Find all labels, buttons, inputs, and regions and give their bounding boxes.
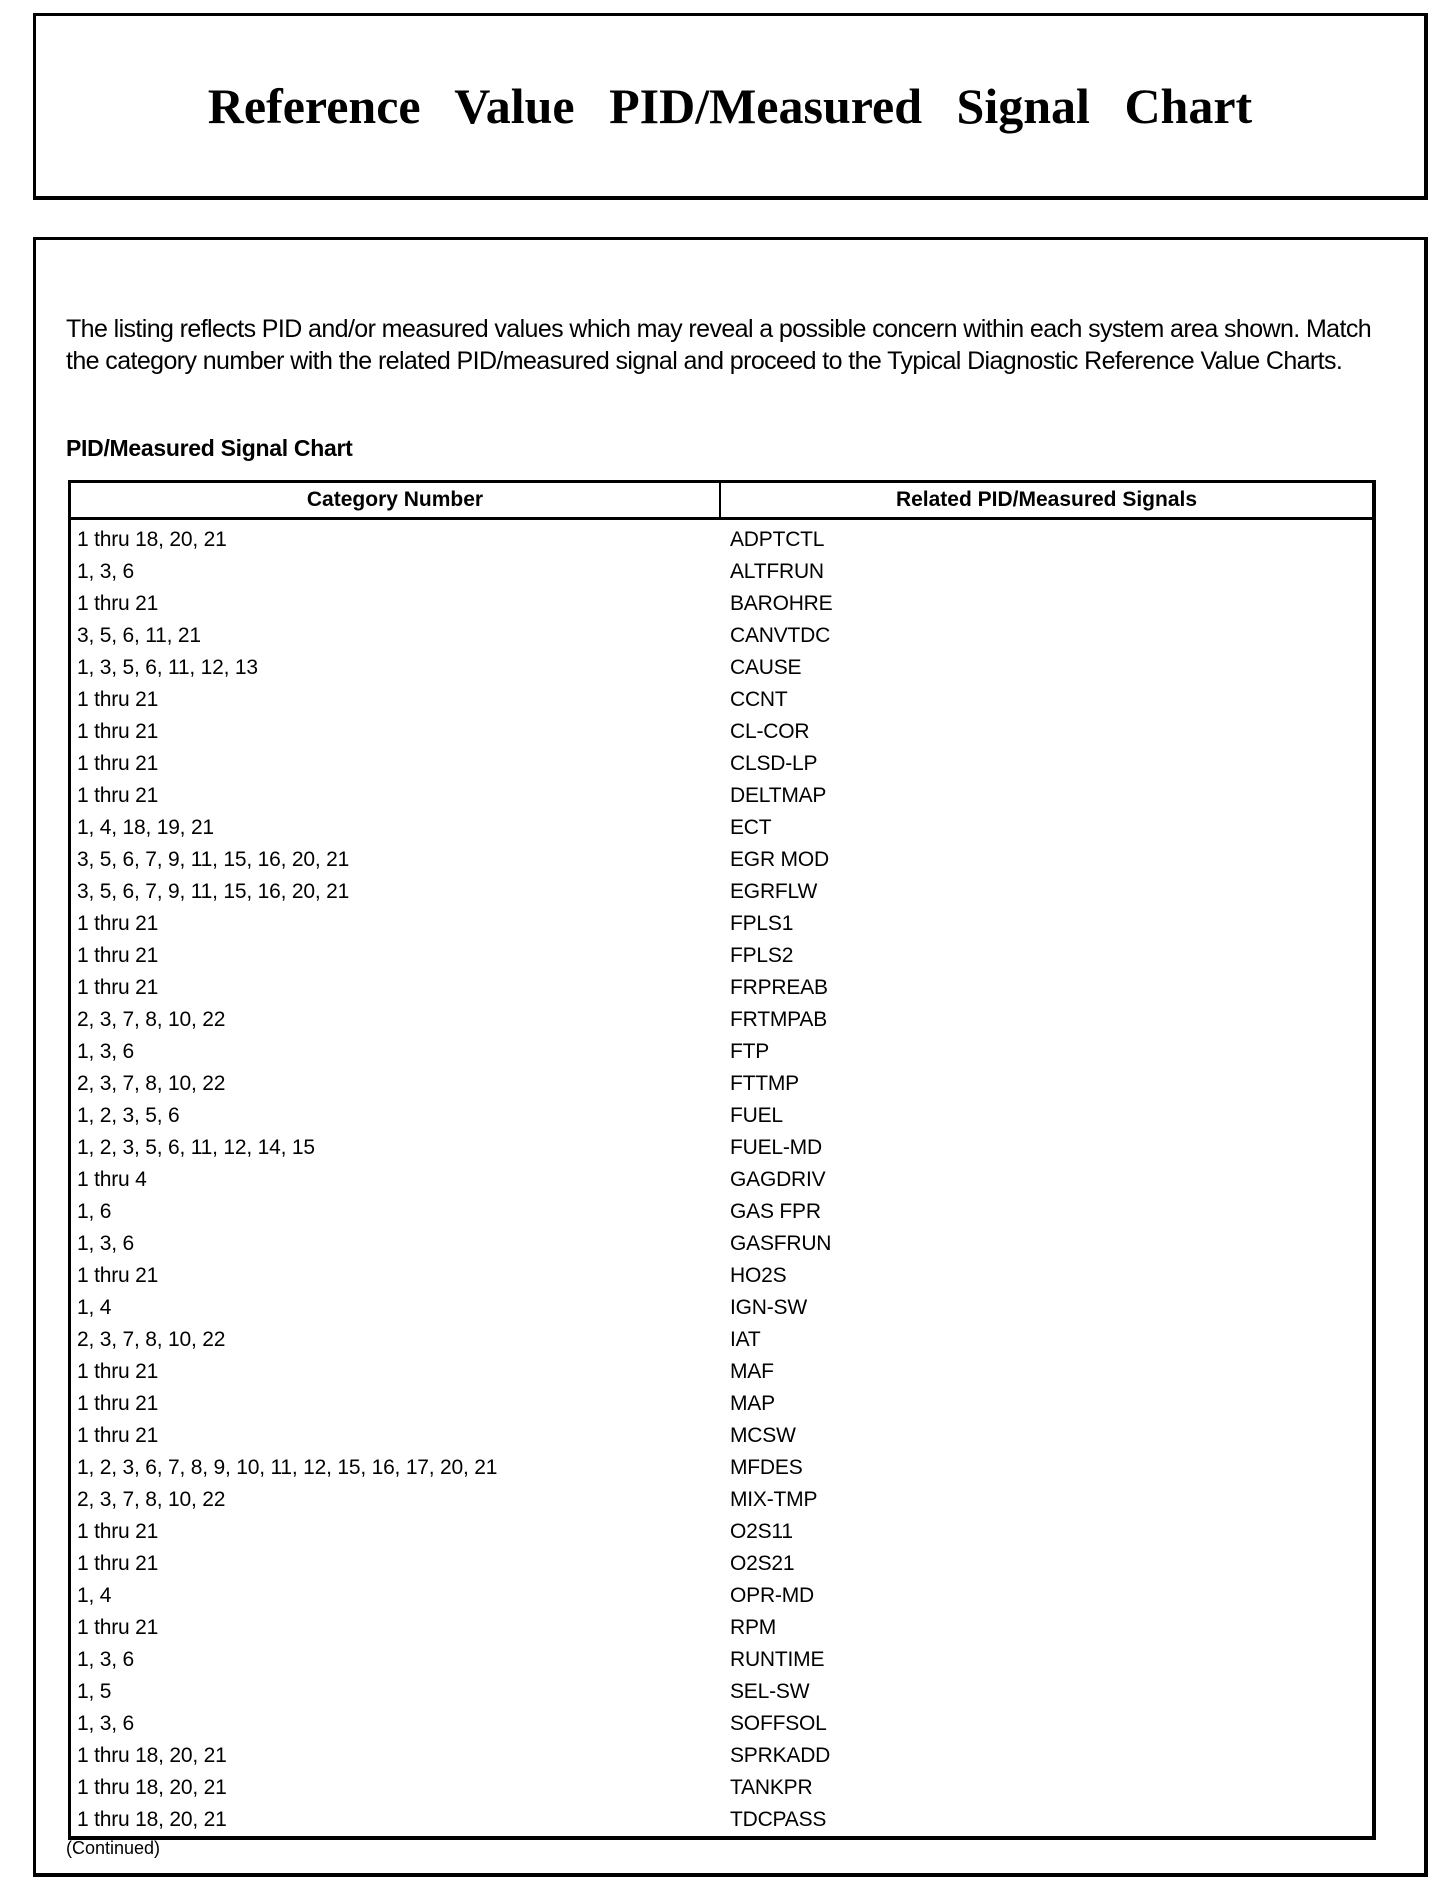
table-row: [70, 812, 1375, 844]
category-cell: 1 thru 21: [77, 976, 159, 999]
signal-cell: SPRKADD: [730, 1744, 831, 1767]
column-header-category: Category Number: [70, 482, 721, 519]
signal-cell: TDCPASS: [730, 1808, 827, 1831]
table-row: [70, 716, 1375, 748]
table-row: [70, 588, 1375, 620]
table-title: PID/Measured Signal Chart: [66, 435, 353, 461]
signal-cell: EGRFLW: [730, 880, 818, 903]
table-row: [70, 748, 1375, 780]
category-cell: 1, 2, 3, 6, 7, 8, 9, 10, 11, 12, 15, 16, 17, 20, 21: [77, 1456, 498, 1479]
category-cell: 1 thru 21: [77, 1424, 159, 1447]
table-header-row: [70, 482, 1375, 519]
table-row: [70, 1420, 1375, 1452]
table-row: [70, 1164, 1375, 1196]
table-row: [70, 972, 1375, 1004]
table-row: [70, 1324, 1375, 1356]
table-row: [70, 1452, 1375, 1484]
category-cell: 1 thru 21: [77, 784, 159, 807]
category-cell: 1, 3, 6: [77, 1648, 134, 1671]
table-row: [70, 1388, 1375, 1420]
signal-cell: FTTMP: [730, 1072, 799, 1095]
continued-note: (Continued): [66, 1838, 161, 1858]
signal-cell: CCNT: [730, 688, 788, 711]
category-cell: 3, 5, 6, 11, 21: [77, 624, 201, 647]
category-cell: 1, 4: [77, 1584, 112, 1607]
column-header-signals: Related PID/Measured Signals: [720, 482, 1374, 519]
category-cell: 1 thru 21: [77, 1520, 159, 1543]
category-cell: 1, 6: [77, 1200, 112, 1223]
category-cell: 1, 3, 5, 6, 11, 12, 13: [77, 656, 258, 679]
signal-cell: FTP: [730, 1040, 770, 1063]
table-row: [70, 1036, 1375, 1068]
table-row: [70, 1516, 1375, 1548]
title-box: [33, 13, 1428, 200]
page-title: Reference Value PID/Measured Signal Chart: [207, 78, 1253, 134]
category-cell: 1 thru 21: [77, 1552, 159, 1575]
signal-cell: CAUSE: [730, 656, 802, 679]
table-row: [70, 1644, 1375, 1676]
category-cell: 1, 3, 6: [77, 560, 134, 583]
signal-cell: FUEL: [730, 1104, 783, 1127]
signal-cell: CLSD-LP: [730, 752, 818, 775]
category-cell: 1, 2, 3, 5, 6, 11, 12, 14, 15: [77, 1136, 315, 1159]
signal-cell: FRTMPAB: [730, 1008, 827, 1031]
category-cell: 1 thru 21: [77, 688, 159, 711]
signal-cell: HO2S: [730, 1264, 787, 1287]
category-cell: 3, 5, 6, 7, 9, 11, 15, 16, 20, 21: [77, 880, 350, 903]
content-box: [33, 237, 1428, 1877]
signal-cell: FRPREAB: [730, 976, 828, 999]
signal-cell: TANKPR: [730, 1776, 813, 1799]
category-cell: 1 thru 21: [77, 592, 159, 615]
table-row: [70, 620, 1375, 652]
signal-cell: IAT: [730, 1328, 761, 1351]
table-row: [70, 1068, 1375, 1100]
signal-cell: IGN-SW: [730, 1296, 807, 1319]
signal-cell: RPM: [730, 1616, 777, 1639]
table-row: [70, 844, 1375, 876]
signal-cell: O2S21: [730, 1552, 795, 1575]
table-row: [70, 940, 1375, 972]
signal-cell: MFDES: [730, 1456, 803, 1479]
table-row: [70, 1612, 1375, 1644]
table-row: [70, 1740, 1375, 1772]
table-row: [70, 1260, 1375, 1292]
table-row: [70, 1548, 1375, 1580]
table-row: [70, 652, 1375, 684]
category-cell: 1 thru 21: [77, 1392, 159, 1415]
category-cell: 1 thru 21: [77, 1264, 159, 1287]
category-cell: 2, 3, 7, 8, 10, 22: [77, 1072, 226, 1095]
intro-paragraph: The listing reflects PID and/or measured values which may reveal a possible concern within each system area shown. Match the category number with the related PID/measured signal and proceed to the Typical Diagnostic Reference Value Charts.: [66, 315, 1372, 375]
signal-cell: ADPTCTL: [730, 528, 825, 551]
signal-cell: MCSW: [730, 1424, 796, 1447]
table-row: [70, 1804, 1375, 1838]
category-cell: 1 thru 21: [77, 752, 159, 775]
signal-cell: ECT: [730, 816, 772, 839]
category-cell: 2, 3, 7, 8, 10, 22: [77, 1488, 226, 1511]
signal-cell: CANVTDC: [730, 624, 831, 647]
table-row: [70, 1708, 1375, 1740]
signal-cell: OPR-MD: [730, 1584, 814, 1607]
category-cell: 1 thru 18, 20, 21: [77, 528, 227, 551]
category-cell: 1 thru 18, 20, 21: [77, 1744, 227, 1767]
table-row: [70, 876, 1375, 908]
category-cell: 2, 3, 7, 8, 10, 22: [77, 1008, 226, 1031]
table-row: [70, 684, 1375, 716]
category-cell: 1, 4, 18, 19, 21: [77, 816, 214, 839]
signal-cell: SEL-SW: [730, 1680, 810, 1703]
table-row: [70, 1484, 1375, 1516]
signal-cell: BAROHRE: [730, 592, 833, 615]
signal-cell: MIX-TMP: [730, 1488, 818, 1511]
table-row: [70, 519, 1375, 557]
table-row: [70, 1772, 1375, 1804]
category-cell: 1 thru 4: [77, 1168, 147, 1191]
signal-cell: RUNTIME: [730, 1648, 825, 1671]
signal-cell: CL-COR: [730, 720, 810, 743]
table-row: [70, 780, 1375, 812]
category-cell: 1, 5: [77, 1680, 112, 1703]
table-row: [70, 1132, 1375, 1164]
signal-cell: ALTFRUN: [730, 560, 824, 583]
signal-cell: EGR MOD: [730, 848, 829, 871]
table-row: [70, 1356, 1375, 1388]
category-cell: 1 thru 21: [77, 720, 159, 743]
table-row: [70, 908, 1375, 940]
signal-cell: MAF: [730, 1360, 774, 1383]
signal-cell: DELTMAP: [730, 784, 827, 807]
table-row: [70, 1196, 1375, 1228]
table-row: [70, 1292, 1375, 1324]
table-row: [70, 1228, 1375, 1260]
signal-cell: O2S11: [730, 1520, 793, 1543]
table-row: [70, 1004, 1375, 1036]
category-cell: 3, 5, 6, 7, 9, 11, 15, 16, 20, 21: [77, 848, 350, 871]
signal-cell: FUEL-MD: [730, 1136, 822, 1159]
signal-cell: GAS FPR: [730, 1200, 821, 1223]
category-cell: 1, 2, 3, 5, 6: [77, 1104, 180, 1127]
category-cell: 1 thru 21: [77, 1616, 159, 1639]
signal-cell: FPLS1: [730, 912, 794, 935]
table-row: [70, 1100, 1375, 1132]
category-cell: 1 thru 18, 20, 21: [77, 1808, 227, 1831]
category-cell: 1, 3, 6: [77, 1232, 134, 1255]
signal-table: [68, 480, 1376, 1840]
table-row: [70, 556, 1375, 588]
category-cell: 2, 3, 7, 8, 10, 22: [77, 1328, 226, 1351]
signal-cell: GAGDRIV: [730, 1168, 826, 1191]
category-cell: 1, 3, 6: [77, 1712, 134, 1735]
category-cell: 1, 3, 6: [77, 1040, 134, 1063]
signal-cell: GASFRUN: [730, 1232, 832, 1255]
category-cell: 1 thru 21: [77, 912, 159, 935]
category-cell: 1 thru 21: [77, 944, 159, 967]
signal-cell: MAP: [730, 1392, 775, 1415]
table-row: [70, 1676, 1375, 1708]
signal-cell: SOFFSOL: [730, 1712, 827, 1735]
category-cell: 1 thru 21: [77, 1360, 159, 1383]
category-cell: 1, 4: [77, 1296, 112, 1319]
table-row: [70, 1580, 1375, 1612]
category-cell: 1 thru 18, 20, 21: [77, 1776, 227, 1799]
signal-cell: FPLS2: [730, 944, 794, 967]
